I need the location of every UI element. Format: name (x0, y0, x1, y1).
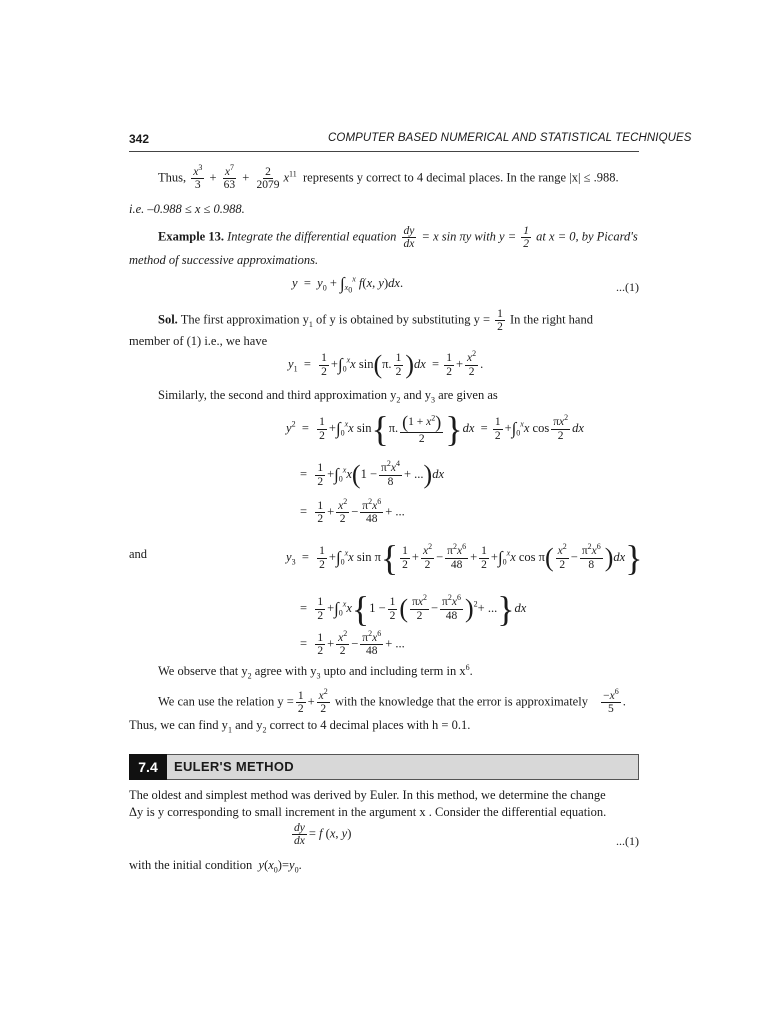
example-13-statement: Example 13. Integrate the differential equation $\frac{dy}{dx}$ = x sin πy with y = $\frac{1}{2}$ at x = 0, by Picard's (158, 225, 638, 251)
running-title: COMPUTER BASED NUMERICAL AND STATISTICAL TECHNIQUES (328, 132, 692, 144)
y3-equation-line3: = $\frac{1}{2}$ + $\frac{x^2}{2}$ − $\frac{\pi^2x^6}{48}$ + ... (300, 629, 405, 658)
thus-series-line: Thus, $\frac{x^3}{3}$ + $\frac{x^7}{63}$ + $\frac{2}{2079}$ $x^{11}$ represents y correct to 4 decimal places. In the range |x| ≤ .988. (158, 163, 619, 192)
y3-equation-line1: $y_3$ = $\frac{1}{2}$ $+\int_0^xx$ sin π{ $\frac{1}{2}$ + $\frac{x^2}{2}$ − $\frac{\pi^2x^6}{48}$ + $\frac{1}{2}$ $+\int_0^xx$ cos π( $\frac{x^2}{2}$ − $\frac{\pi^2x^6}{8}$ )dx} (286, 538, 643, 578)
euler-para-line2: Δy is y corresponding to small increment in the argument x . Consider the differential equation. (129, 805, 607, 819)
euler-ode: $\frac{dy}{dx}$ = f (x, y) (294, 822, 352, 848)
y2-equation-line2: = $\frac{1}{2}$ $+\int_0^xx(1$ − $\frac{\pi^2x^4}{8}$ + ...)dx (300, 459, 444, 489)
section-title: EULER'S METHOD (174, 759, 294, 774)
section-number: 7.4 (129, 754, 167, 780)
y3-equation-line2: = $\frac{1}{2}$ $+\int_0^xx\{1$ − $\frac{1}{2}$ ( $\frac{\pi x^2}{2}$ − $\frac{\pi^2x^6}{48}$ )$^2$+ ...}dx (300, 589, 527, 629)
euler-equation-number: ...(1) (616, 834, 639, 848)
similarly-line: Similarly, the second and third approximation $y_2$ and $y_3$ are given as (158, 388, 498, 405)
solution-line1: Sol. The first approximation $y_1$ of y is obtained by substituting y = $\frac{1}{2}$ In the right hand (158, 308, 593, 334)
example-13-line2: method of successive approximations. (129, 253, 319, 267)
header-rule (129, 151, 639, 152)
page-number: 342 (129, 132, 150, 146)
initial-condition-line: with the initial condition $y(x_0)=y_0$. (129, 858, 302, 875)
solution-line2: member of (1) i.e., we have (129, 334, 268, 348)
relation-line: We can use the relation y = $\frac{1}{2}$ + $\frac{x^2}{2}$ with the knowledge that the error is approximately $\frac{-x^6}{5}$ . (158, 687, 626, 716)
y1-equation: $y_1$ = $\frac{1}{2}$ $+\int_0^xx$ sin(π. $\frac{1}{2}$ )dx = $\frac{1}{2}$ + $\frac{x^2}{2}$ . (288, 349, 484, 379)
range-line: i.e. –0.988 ≤ x ≤ 0.988. (129, 202, 245, 216)
observe-line: We observe that $y_2$ agree with $y_3$ upto and including term in $x^6$. (158, 662, 473, 681)
and-label: and (129, 547, 148, 561)
equation-number-1: ...(1) (616, 280, 639, 294)
y2-equation-line3: = $\frac{1}{2}$ + $\frac{x^2}{2}$ − $\frac{\pi^2x^6}{48}$ + ... (300, 497, 405, 526)
final-line: Thus, we can find $y_1$ and $y_2$ correct to 4 decimal places with h = 0.1. (129, 718, 471, 735)
picard-equation: $y = y_0 + \int_{x_0}^x$ f(x, y)dx. (292, 274, 404, 295)
euler-para-line1: The oldest and simplest method was derived by Euler. In this method, we determine the change (129, 788, 606, 802)
y2-equation-line1: $y^2$ = $\frac{1}{2}$ $+\int_0^xx$ sin{π. $\frac{(1 + x^2)}{2}$ }dx = $\frac{1}{2}$ $+\int_0^xx$ cos $\frac{\pi x^2}{2}$ dx (286, 409, 584, 449)
